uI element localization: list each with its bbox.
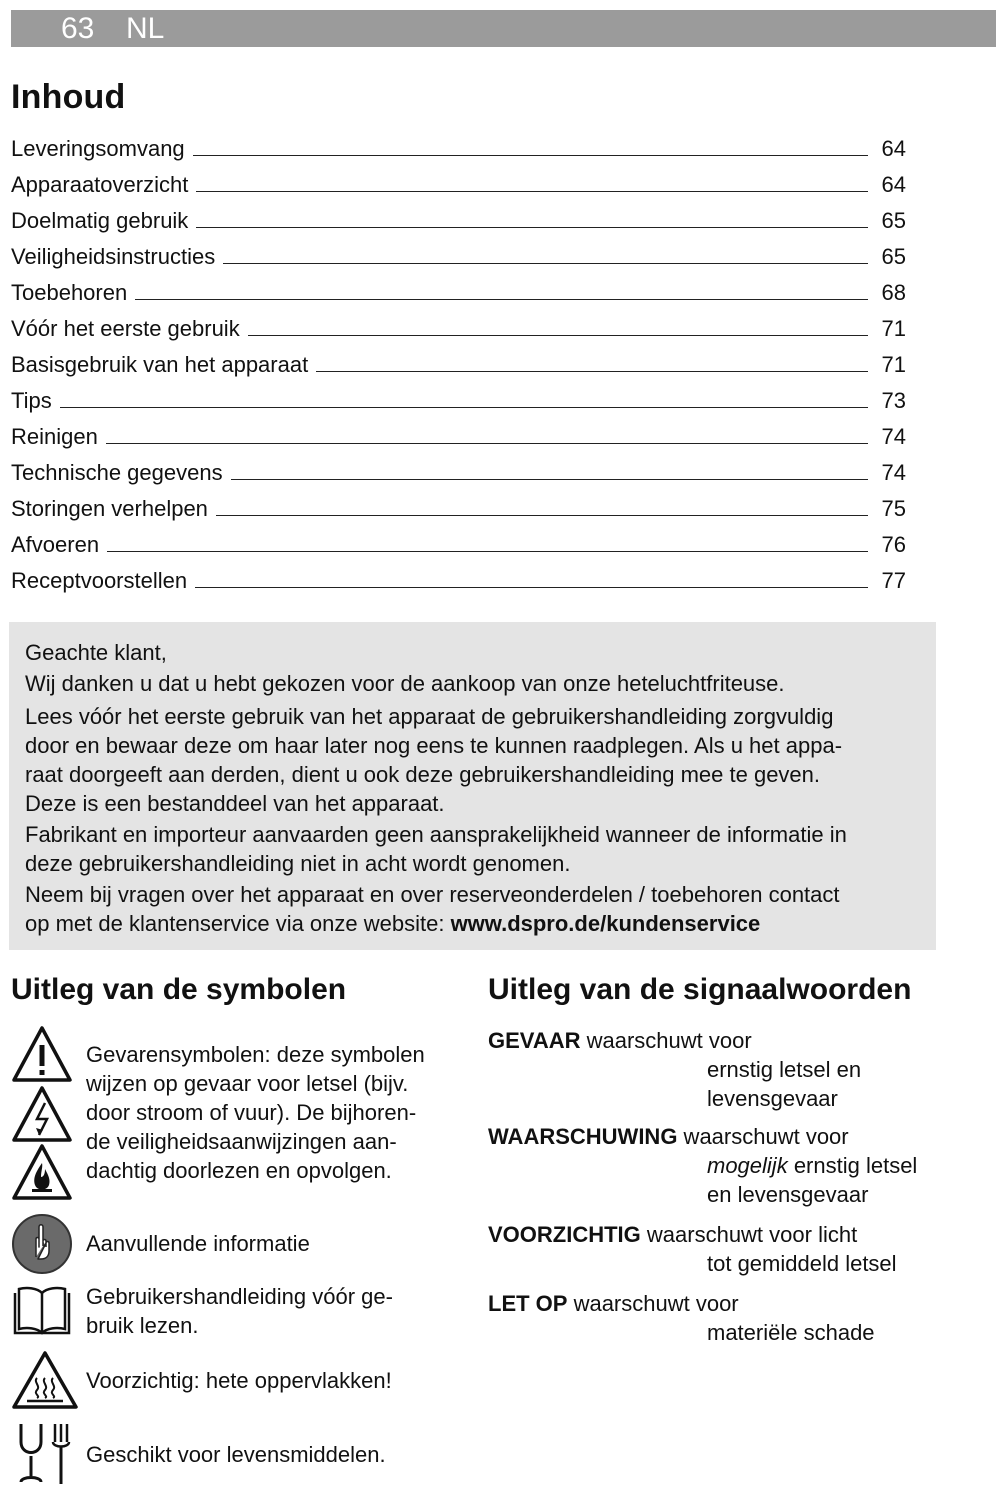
signal-emphasis: mogelijk (707, 1153, 788, 1178)
signal-let-op (488, 1289, 875, 1347)
toc-entry[interactable] (11, 380, 906, 416)
toc-entry-page: 64 (881, 136, 906, 161)
signal-waarschuwing (488, 1122, 917, 1209)
signal-text: waarschuwt voor (580, 1028, 752, 1053)
toc-entry-page: 68 (881, 280, 906, 305)
toc-leader-line (195, 587, 868, 588)
signal-gevaar (488, 1026, 861, 1113)
toc-leader-line (60, 407, 868, 408)
hazard-line: dachtig doorlezen en opvolgen. (86, 1158, 392, 1183)
greeting-contact-line (25, 909, 925, 939)
toc-entry-page: 76 (881, 532, 906, 557)
page-number: 63 (61, 12, 95, 45)
hand-info-icon (11, 1213, 73, 1275)
manual-description (86, 1282, 393, 1340)
toc-leader-line (135, 299, 868, 300)
toc-entry-label: Veiligheidsinstructies (11, 244, 216, 269)
signal-text: waarschuwt voor (677, 1124, 849, 1149)
manual-book-icon (11, 1285, 73, 1337)
warning-icon (11, 1025, 73, 1083)
toc-entry-label: Receptvoorstellen (11, 568, 188, 593)
hazard-line: wijzen op gevaar voor letsel (bijv. (86, 1071, 409, 1096)
toc-entry[interactable] (11, 272, 906, 308)
toc-entry[interactable] (11, 344, 906, 380)
toc-entry-label: Afvoeren (11, 532, 100, 557)
hot-surface-description: Voorzichtig: hete oppervlakken! (86, 1368, 392, 1393)
signal-text: ernstig letsel en (707, 1057, 862, 1082)
toc-leader-line (231, 479, 868, 480)
greeting-read-line: Lees vóór het eerste gebruik van het apparaat de gebruikershandleiding zorgvuldig (25, 704, 834, 729)
signal-word: GEVAAR (488, 1028, 581, 1053)
toc-entry-label: Reinigen (11, 424, 98, 449)
hot-surface-icon (11, 1350, 79, 1410)
toc-entry[interactable] (11, 452, 906, 488)
toc-entry-page: 71 (881, 316, 906, 341)
toc-entry-label: Storingen verhelpen (11, 496, 208, 521)
toc-leader-line (216, 515, 868, 516)
electric-hazard-icon (11, 1085, 73, 1143)
contact-text: op met de klantenservice via onze website: (25, 911, 451, 936)
greeting-read-line: Deze is een bestanddeel van het apparaat. (25, 791, 445, 816)
toc-entry-page: 65 (881, 208, 906, 233)
toc-entry-label: Toebehoren (11, 280, 128, 305)
signal-text: en levensgevaar (707, 1182, 869, 1207)
greeting-read-line: door en bewaar deze om haar later nog eens te kunnen raadplegen. Als u het appa- (25, 733, 843, 758)
table-of-contents (11, 128, 906, 596)
signal-text: tot gemiddeld letsel (707, 1251, 897, 1276)
fire-hazard-icon (11, 1143, 73, 1201)
toc-entry-label: Technische gegevens (11, 460, 223, 485)
toc-entry[interactable] (11, 200, 906, 236)
toc-entry-page: 74 (881, 424, 906, 449)
toc-entry[interactable] (11, 164, 906, 200)
signal-words-title: Uitleg van de signaalwoorden (488, 973, 912, 1006)
toc-entry[interactable] (11, 416, 906, 452)
toc-entry-label: Doelmatig gebruik (11, 208, 189, 233)
signal-text: materiële schade (707, 1320, 875, 1345)
manual-line: Gebruikershandleiding vóór ge- (86, 1284, 393, 1309)
toc-leader-line (316, 371, 868, 372)
greeting-box (9, 622, 936, 950)
greeting-read-line: raat doorgeeft aan derden, dient u ook deze gebruikershandleiding mee te geven. (25, 762, 821, 787)
toc-entry-page: 77 (881, 568, 906, 593)
signal-text: levensgevaar (707, 1086, 838, 1111)
toc-entry-label: Tips (11, 388, 52, 413)
food-safe-description: Geschikt voor levensmiddelen. (86, 1442, 386, 1467)
toc-leader-line (223, 263, 868, 264)
manual-line: bruik lezen. (86, 1313, 199, 1338)
toc-entry-page: 74 (881, 460, 906, 485)
toc-entry-label: Leveringsomvang (11, 136, 185, 161)
toc-entry-page: 71 (881, 352, 906, 377)
toc-entry[interactable] (11, 560, 906, 596)
signal-text: ernstig letsel (787, 1153, 918, 1178)
toc-leader-line (196, 227, 868, 228)
toc-entry-page: 75 (881, 496, 906, 521)
hazard-line: de veiligheidsaanwijzingen aan- (86, 1129, 397, 1154)
greeting-contact-line: Neem bij vragen over het apparaat en over reserveonderdelen / toebehoren contact (25, 882, 840, 907)
toc-entry[interactable] (11, 524, 906, 560)
symbols-title: Uitleg van de symbolen (11, 973, 347, 1006)
greeting-thanks: Wij danken u dat u hebt gekozen voor de aankoop van onze heteluchtfriteuse. (25, 671, 785, 696)
signal-word: VOORZICHTIG (488, 1222, 641, 1247)
hazard-line: door stroom of vuur). De bijhoren- (86, 1100, 417, 1125)
toc-leader-line (107, 551, 868, 552)
toc-entry[interactable] (11, 308, 906, 344)
toc-leader-line (106, 443, 868, 444)
greeting-salutation: Geachte klant, (25, 640, 167, 665)
signal-voorzichtig (488, 1220, 897, 1278)
toc-leader-line (193, 155, 868, 156)
website-link[interactable]: www.dspro.de/kundenservice (450, 911, 761, 936)
signal-text: waarschuwt voor (567, 1291, 739, 1316)
language-code: NL (126, 12, 165, 45)
toc-leader-line (248, 335, 868, 336)
page-header-bar (11, 10, 996, 47)
toc-leader-line (196, 191, 868, 192)
toc-entry[interactable] (11, 128, 906, 164)
greeting-liability-line: deze gebruikershandleiding niet in acht wordt genomen. (25, 851, 571, 876)
toc-entry-label: Vóór het eerste gebruik (11, 316, 240, 341)
toc-entry-label: Apparaatoverzicht (11, 172, 189, 197)
food-safe-icon (17, 1422, 75, 1486)
hazard-line: Gevarensymbolen: deze symbolen (86, 1042, 425, 1067)
toc-entry-page: 64 (881, 172, 906, 197)
toc-entry-page: 65 (881, 244, 906, 269)
toc-entry-label: Basisgebruik van het apparaat (11, 352, 309, 377)
greeting-liability-line: Fabrikant en importeur aanvaarden geen aansprakelijkheid wanneer de informatie in (25, 822, 847, 847)
toc-entry[interactable] (11, 488, 906, 524)
hazard-description (86, 1040, 425, 1185)
toc-entry-page: 73 (881, 388, 906, 413)
signal-word: WAARSCHUWING (488, 1124, 678, 1149)
toc-title: Inhoud (11, 78, 126, 116)
toc-entry[interactable] (11, 236, 906, 272)
info-description: Aanvullende informatie (86, 1231, 310, 1256)
signal-text: waarschuwt voor licht (640, 1222, 858, 1247)
signal-word: LET OP (488, 1291, 568, 1316)
